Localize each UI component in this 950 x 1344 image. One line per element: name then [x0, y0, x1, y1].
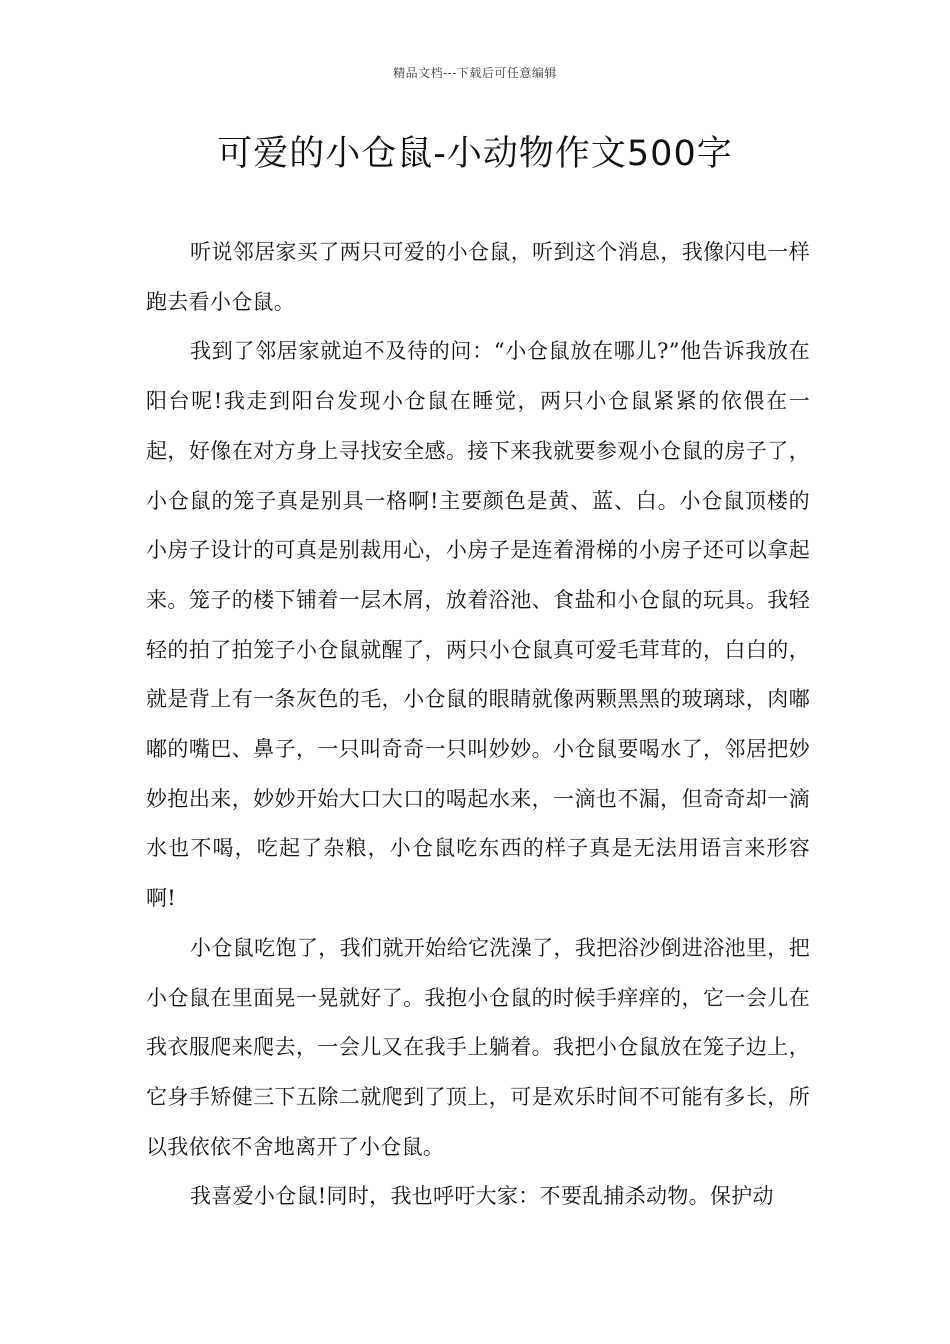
- article-body: [146, 228, 810, 1222]
- page-header: 精品文档---下载后可任意编辑: [393, 66, 557, 80]
- paragraph-3: 小仓鼠吃饱了，我们就开始给它洗澡了，我把浴沙倒进浴池里，把小仓鼠在里面晃一晃就好了。我抱小仓鼠的时候手痒痒的，它一会儿在我衣服爬来爬去，一会儿又在我手上躺着。我把小仓鼠放在笼子边上，它身手矫健三下五除二就爬到了顶上，可是欢乐时间不可能有多长，所以我依依不舍地离开了小仓鼠。: [146, 935, 810, 1159]
- paragraph-2: 我到了邻居家就迫不及待的问：“小仓鼠放在哪儿?”他告诉我放在阳台呢!我走到阳台发现小仓鼠在睡觉，两只小仓鼠紧紧的依偎在一起，好像在对方身上寻找安全感。接下来我就要参观小仓鼠的房子了，小仓鼠的笼子真是别具一格啊!主要颜色是黄、蓝、白。小仓鼠顶楼的小房子设计的可真是别裁用心，小房子是连着滑梯的小房子还可以拿起来。笼子的楼下铺着一层木屑，放着浴池、食盐和小仓鼠的玩具。我轻轻的拍了拍笼子小仓鼠就醒了，两只小仓鼠真可爱毛茸茸的，白白的，就是背上有一条灰色的毛，小仓鼠的眼睛就像两颗黑黑的玻璃球，肉嘟嘟的嘴巴、鼻子，一只叫奇奇一只叫妙妙。小仓鼠要喝水了，邻居把妙妙抱出来，妙妙开始大口大口的喝起水来，一滴也不漏，但奇奇却一滴水也不喝，吃起了杂粮，小仓鼠吃东西的样子真是无法用语言来形容啊!: [146, 339, 810, 911]
- document-title: 可爱的小仓鼠-小动物作文500字: [217, 134, 733, 174]
- paragraph-4: 我喜爱小仓鼠!同时，我也呼吁大家：不要乱捕杀动物。保护动: [190, 1184, 774, 1209]
- paragraph-1: 听说邻居家买了两只可爱的小仓鼠，听到这个消息，我像闪电一样跑去看小仓鼠。: [146, 240, 810, 314]
